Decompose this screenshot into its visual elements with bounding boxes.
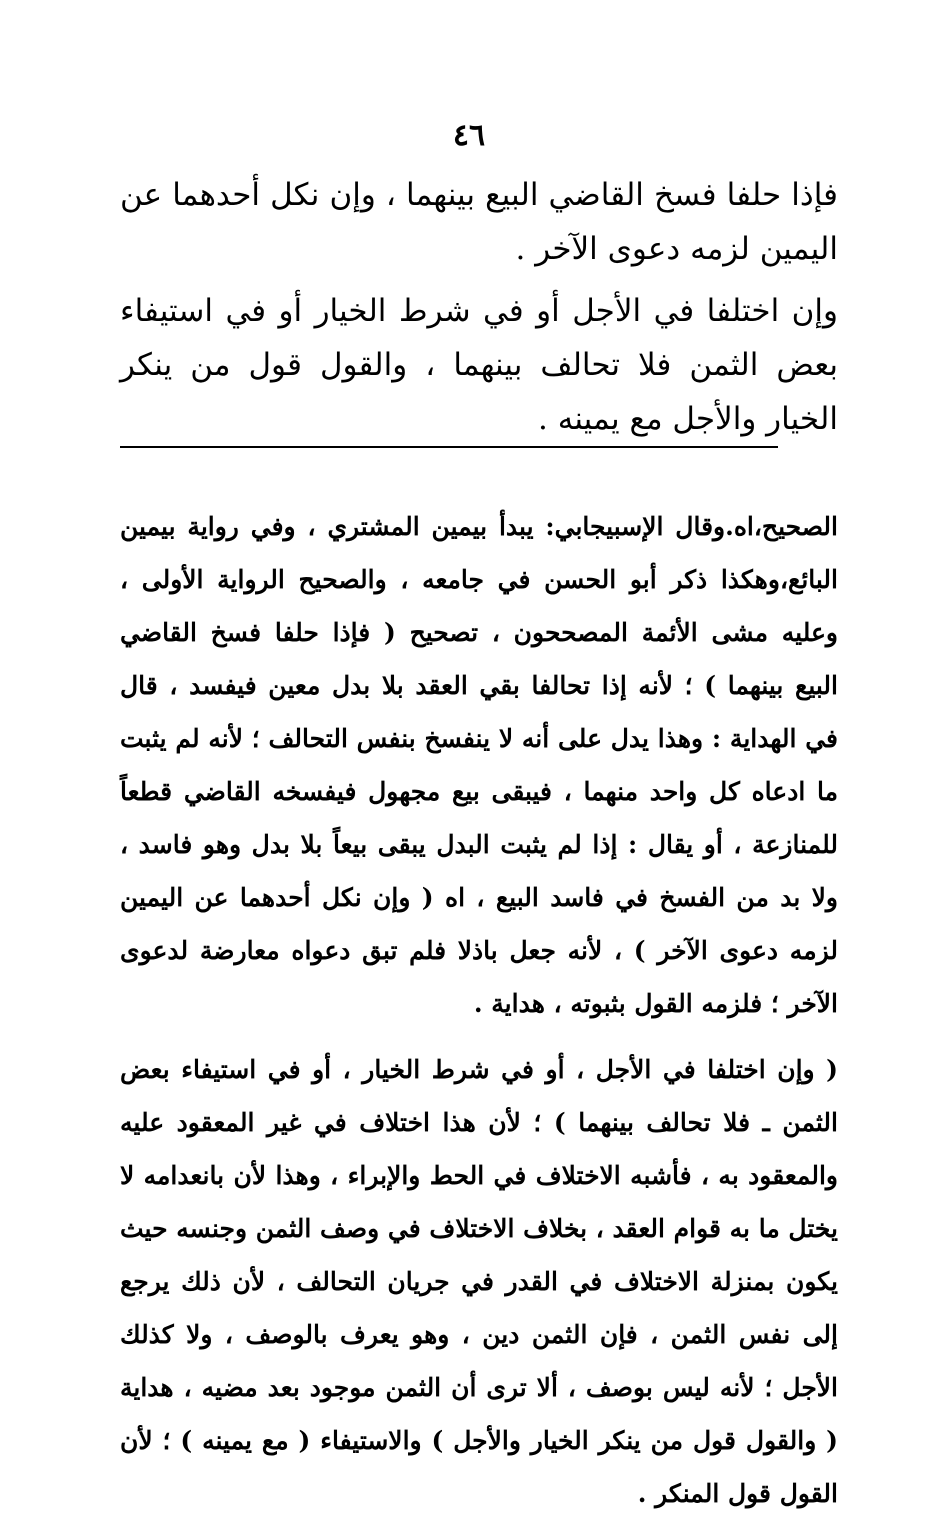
main-text [120,168,838,454]
commentary-text [120,500,838,1533]
main-text-paragraph: وإن اختلفا في الأجل أو في شرط الخيار أو في استيفاء بعض الثمن فلا تحالف بينهما ، والقول قول من ينكر الخيار والأجل مع يمينه . [120,293,838,437]
page-number: ٤٦ [452,118,486,153]
commentary-paragraph: ( وإن اختلفا في الأجل ، أو في شرط الخيار ، أو في استيفاء بعض الثمن ـ فلا تحالف بينهما ) ؛ لأن هذا اختلاف في غير المعقود عليه والمعقود به ، فأشبه الاختلاف في الحط والإبراء ، وهذا لأن بانعدامه لا يختل ما به قوام العقد ، بخلاف الاختلاف في وصف الثمن وجنسه حيث يكون بمنزلة الاختلاف في القدر في جريان التحالف ، لأن ذلك يرجع إلى نفس الثمن ، فإن الثمن دين ، وهو يعرف بالوصف ، ولا كذلك الأجل ؛ لأنه ليس بوصف ، ألا ترى أن الثمن موجود بعد مضيه ، هداية ( والقول قول من ينكر الخيار والأجل ) والاستيفاء ( مع يمينه ) ؛ لأن القول قول المنكر . [120,1055,838,1508]
main-text-paragraph: فإذا حلفا فسخ القاضي البيع بينهما ، وإن نكل أحدهما عن اليمين لزمه دعوى الآخر . [120,177,838,267]
separator-rule [120,446,778,448]
commentary-paragraph: الصحيح،اه.وقال الإسبيجابي: يبدأ بيمين المشتري ، وفي رواية بيمين البائع،وهكذا ذكر أبو الحسن في جامعه ، والصحيح الرواية الأولى ، وعليه مشى الأئمة المصححون ، تصحيح ( فإذا حلفا فسخ القاضي البيع بينهما ) ؛ لأنه إذا تحالفا بقي العقد بلا بدل معين فيفسد ، قال في الهداية : وهذا يدل على أنه لا ينفسخ بنفس التحالف ؛ لأنه لم يثبت ما ادعاه كل واحد منهما ، فيبقى بيع مجهول فيفسخه القاضي قطعاً للمنازعة ، أو يقال : إذا لم يثبت البدل يبقى بيعاً بلا بدل وهو فاسد ، ولا بد من الفسخ في فاسد البيع ، اه ( وإن نكل أحدهما عن اليمين لزمه دعوى الآخر ) ، لأنه جعل باذلا فلم تبق دعواه معارضة لدعوى الآخر ؛ فلزمه القول بثبوته ، هداية . [120,512,838,1018]
